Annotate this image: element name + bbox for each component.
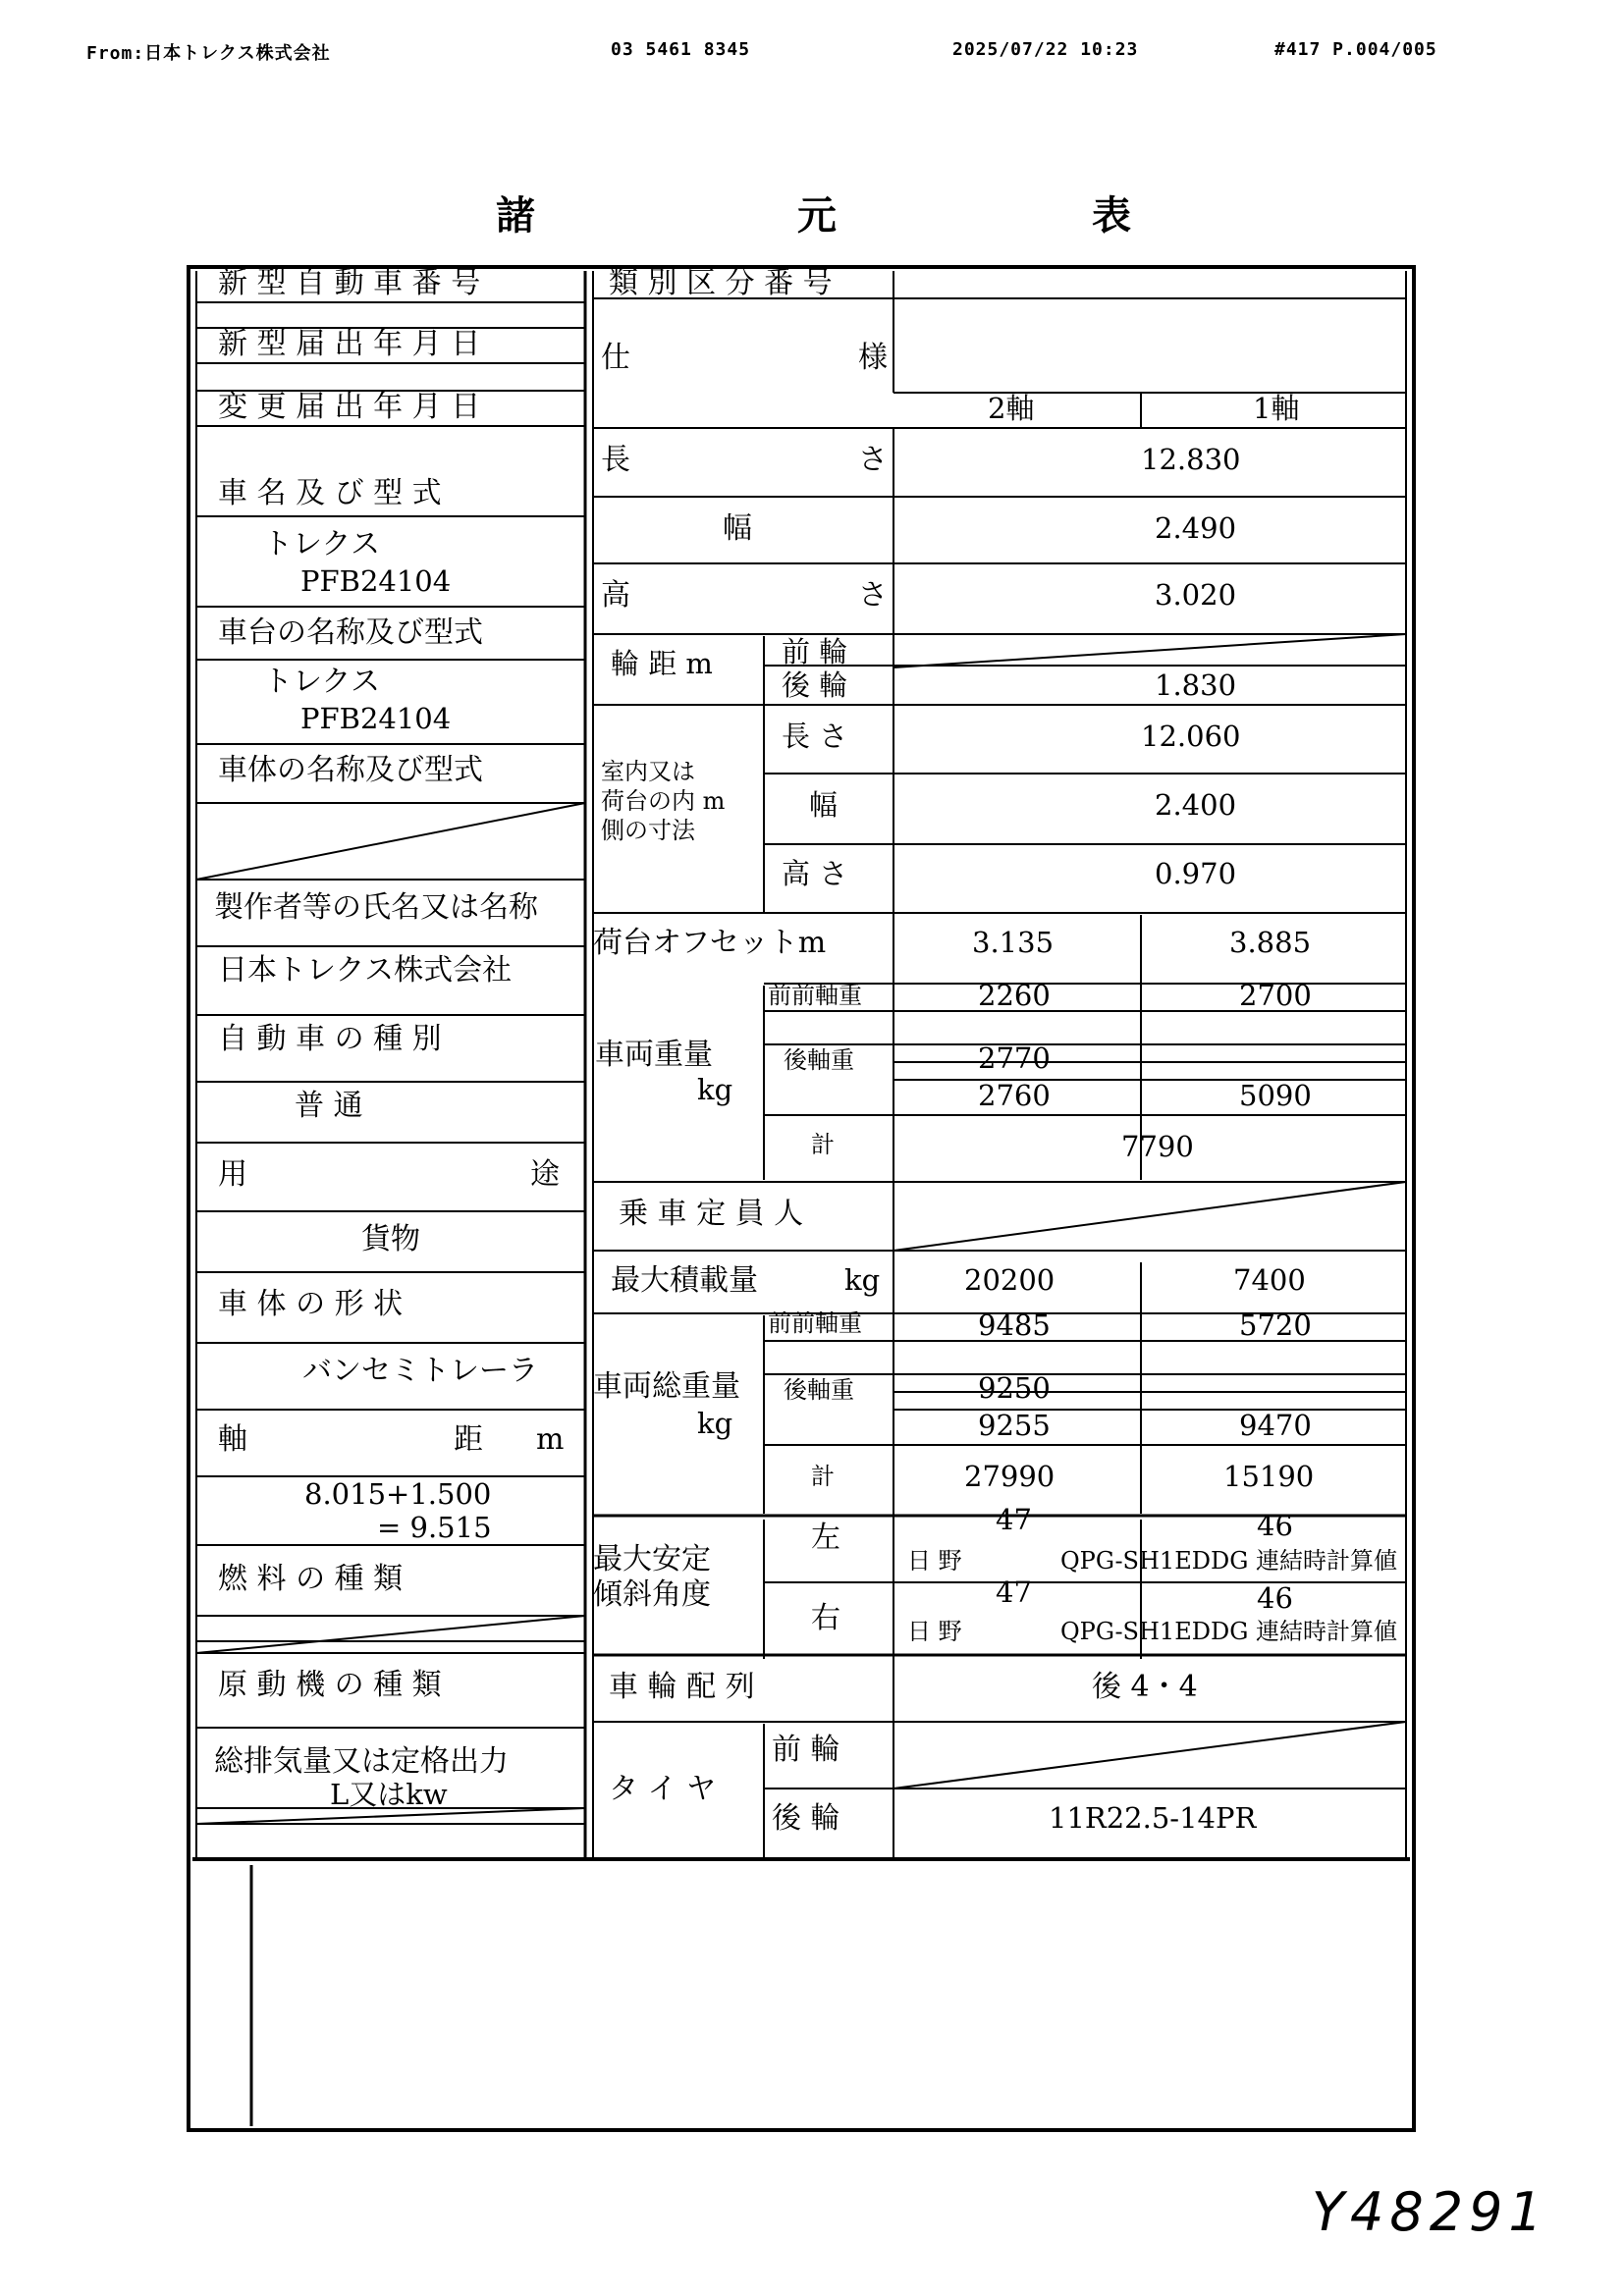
change-date-label: 変 更 届 出 年 月 日 xyxy=(218,390,481,424)
tilt-right-1: 46 xyxy=(1257,1581,1293,1615)
handwritten-number: Y48291 xyxy=(1312,2181,1548,2243)
body-shape-label: 車 体 の 形 状 xyxy=(218,1287,404,1321)
gross-weight-rear-label: 後軸重 xyxy=(784,1376,854,1404)
tilt-angle-label-1: 最大安定 xyxy=(593,1542,711,1576)
maker-name: 日本トレクス株式会社 xyxy=(218,953,513,988)
body-label: 車体の名称及び型式 xyxy=(218,753,483,787)
fax-page: #417 P.004/005 xyxy=(1274,39,1437,60)
fax-datetime: 2025/07/22 10:23 xyxy=(952,39,1139,60)
vehicle-weight-rear-2b: 2760 xyxy=(978,1079,1051,1112)
chassis-label: 車台の名称及び型式 xyxy=(218,615,483,650)
max-load-2: 20200 xyxy=(964,1263,1056,1297)
wheel-arrangement-label: 車 輪 配 列 xyxy=(609,1670,755,1704)
vehicle-kind: 普 通 xyxy=(295,1089,363,1123)
offset-1-axle: 3.885 xyxy=(1229,926,1312,959)
inner-length-label: 長 さ xyxy=(782,720,848,753)
new-vehicle-number-label: 新 型 自 動 車 番 号 xyxy=(218,266,481,300)
vehicle-weight-label: 車両重量 xyxy=(595,1038,713,1072)
wheelbase-label-b: 距 xyxy=(454,1422,483,1457)
vehicle-weight-unit: kg xyxy=(697,1073,733,1106)
gross-weight-rear-2b: 9255 xyxy=(978,1409,1051,1442)
fax-phone: 03 5461 8345 xyxy=(611,39,751,60)
tire-front-label: 前 輪 xyxy=(772,1733,840,1767)
tread-rear-value: 1.830 xyxy=(1155,668,1237,702)
tilt-right-2: 47 xyxy=(996,1575,1032,1609)
vehicle-name: トレクス xyxy=(263,527,381,561)
gross-weight-front-1: 5720 xyxy=(1239,1308,1312,1342)
height-label-b: さ xyxy=(858,578,888,613)
tilt-left-label: 左 xyxy=(811,1521,840,1555)
tire-rear-value: 11R22.5-14PR xyxy=(1049,1801,1257,1835)
length-label-a: 長 xyxy=(601,443,630,477)
gross-weight-total-1: 15190 xyxy=(1223,1460,1315,1493)
tilt-right-note-a: 日 野 xyxy=(907,1618,962,1645)
inner-height-label: 高 さ xyxy=(782,857,848,890)
tire-rear-label: 後 輪 xyxy=(772,1801,840,1836)
displacement-unit-label: L又はkw xyxy=(330,1778,448,1811)
max-load-label: 最大積載量 xyxy=(611,1263,758,1298)
vehicle-weight-front-label: 前前軸重 xyxy=(768,982,862,1009)
gross-weight-front-label: 前前軸重 xyxy=(768,1309,862,1337)
spec-label-b: 様 xyxy=(858,341,888,375)
width-value: 2.490 xyxy=(1155,511,1237,545)
tread-front-label: 前 輪 xyxy=(782,635,848,668)
inner-dim-label-1: 室内又は xyxy=(601,758,695,785)
axle-2-header: 2軸 xyxy=(988,392,1035,425)
use-label-left: 用 xyxy=(218,1157,247,1192)
height-value: 3.020 xyxy=(1155,578,1237,612)
vehicle-weight-front-2: 2260 xyxy=(978,979,1051,1012)
use-value: 貨物 xyxy=(361,1222,420,1256)
tread-label: 輪 距 m xyxy=(611,647,713,680)
inner-length-value: 12.060 xyxy=(1141,720,1241,753)
vehicle-weight-rear-2a: 2770 xyxy=(978,1041,1051,1075)
max-load-1: 7400 xyxy=(1233,1263,1306,1297)
wheelbase-value-1: 8.015+1.500 xyxy=(304,1477,492,1511)
displacement-label: 総排気量又は定格出力 xyxy=(214,1744,509,1779)
gross-weight-rear-1: 9470 xyxy=(1239,1409,1312,1442)
vehicle-model: PFB24104 xyxy=(300,564,452,598)
offset-label: 荷台オフセットm xyxy=(593,926,827,960)
tilt-left-note-a: 日 野 xyxy=(907,1547,962,1575)
offset-2-axle: 3.135 xyxy=(972,926,1055,959)
page-title-char-1: 諸 xyxy=(496,192,535,239)
page-title-char-2: 元 xyxy=(797,192,837,239)
vehicle-weight-front-1: 2700 xyxy=(1239,979,1312,1012)
vehicle-weight-rear-label: 後軸重 xyxy=(784,1046,854,1074)
tilt-angle-label-2: 傾斜角度 xyxy=(593,1577,711,1612)
chassis-model: PFB24104 xyxy=(300,702,452,735)
capacity-label: 乗 車 定 員 人 xyxy=(619,1197,804,1231)
wheelbase-value-2: = 9.515 xyxy=(377,1511,492,1544)
gross-weight-total-label: 計 xyxy=(811,1463,835,1490)
gross-weight-total-2: 27990 xyxy=(964,1460,1056,1493)
vehicle-weight-total-label: 計 xyxy=(811,1131,835,1158)
axle-1-header: 1軸 xyxy=(1253,392,1300,425)
tilt-left-1: 46 xyxy=(1257,1509,1293,1542)
vehicle-kind-label: 自 動 車 の 種 別 xyxy=(218,1022,442,1056)
wheelbase-label-a: 軸 xyxy=(218,1422,247,1457)
vehicle-name-label: 車 名 及 び 型 式 xyxy=(218,476,442,510)
new-type-date-label: 新 型 届 出 年 月 日 xyxy=(218,327,481,361)
length-value: 12.830 xyxy=(1141,443,1241,476)
width-label: 幅 xyxy=(723,511,752,546)
gross-weight-unit: kg xyxy=(697,1407,733,1440)
vehicle-weight-rear-1: 5090 xyxy=(1239,1079,1312,1112)
inner-dim-label-3: 側の寸法 xyxy=(601,817,695,844)
chassis-name: トレクス xyxy=(263,665,381,699)
fax-sender: From:日本トレクス株式会社 xyxy=(86,43,331,64)
gross-weight-front-2: 9485 xyxy=(978,1308,1051,1342)
max-load-unit: kg xyxy=(844,1263,881,1297)
inner-width-label: 幅 xyxy=(809,788,839,822)
maker-label: 製作者等の氏名又は名称 xyxy=(214,890,538,925)
inner-height-value: 0.970 xyxy=(1155,857,1237,890)
gross-weight-label: 車両総重量 xyxy=(593,1369,740,1404)
fuel-type-label: 燃 料 の 種 類 xyxy=(218,1562,404,1596)
wheelbase-label-c: m xyxy=(536,1422,565,1457)
body-shape: バンセミトレーラ xyxy=(302,1354,538,1388)
tilt-left-2: 47 xyxy=(996,1503,1032,1536)
tilt-right-label: 右 xyxy=(811,1601,840,1635)
length-label-b: さ xyxy=(858,443,888,477)
inner-dim-label-2: 荷台の内 m xyxy=(601,787,726,815)
engine-type-label: 原 動 機 の 種 類 xyxy=(218,1668,442,1702)
tire-label: タ イ ヤ xyxy=(609,1772,717,1806)
tilt-left-note-b: QPG-SH1EDDG 連結時計算値 xyxy=(1060,1547,1397,1575)
gross-weight-rear-2a: 9250 xyxy=(978,1371,1051,1405)
spec-label-a: 仕 xyxy=(601,341,630,375)
class-number-label: 類 別 区 分 番 号 xyxy=(609,266,833,300)
page-title-char-3: 表 xyxy=(1092,192,1131,239)
tilt-right-note-b: QPG-SH1EDDG 連結時計算値 xyxy=(1060,1618,1397,1645)
use-label-right: 途 xyxy=(530,1157,560,1192)
wheel-arrangement: 後 4・4 xyxy=(1092,1670,1198,1704)
height-label-a: 高 xyxy=(601,578,630,613)
inner-width-value: 2.400 xyxy=(1155,788,1237,822)
tread-rear-label: 後 輪 xyxy=(782,668,848,702)
vehicle-weight-total: 7790 xyxy=(1121,1130,1194,1163)
